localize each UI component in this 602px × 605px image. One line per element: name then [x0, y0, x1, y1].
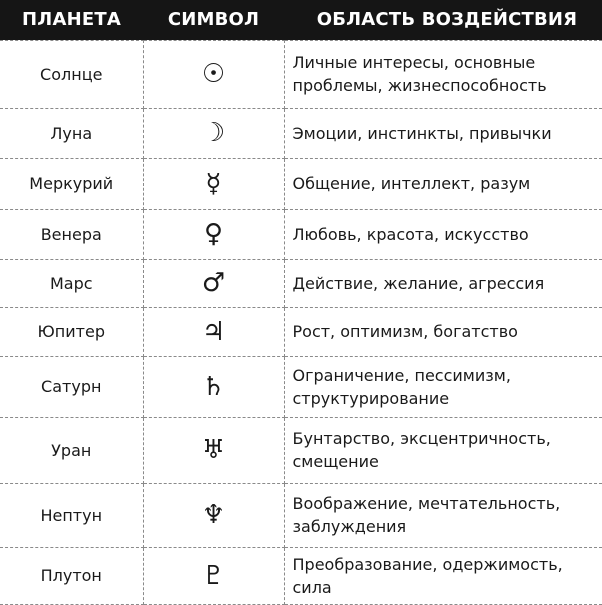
table-row-pluto: [0, 547, 602, 604]
header-symbol: СИМВОЛ: [143, 0, 284, 40]
mars-symbol-icon: ♂: [143, 259, 284, 307]
table-row-neptune: [0, 483, 602, 547]
table-row-mercury: [0, 158, 602, 209]
planet-name: Солнце: [0, 40, 143, 108]
moon-symbol-icon: ☽: [143, 108, 284, 158]
planet-name: Юпитер: [0, 307, 143, 356]
planet-area: Личные интересы, основные проблемы, жизнеспособность: [284, 40, 602, 108]
table-row-uranus: [0, 417, 602, 483]
table-row-venus: [0, 209, 602, 259]
planet-name: Плутон: [0, 547, 143, 604]
planet-area: Рост, оптимизм, богатство: [284, 307, 602, 356]
planet-name: Нептун: [0, 483, 143, 547]
planet-name: Меркурий: [0, 158, 143, 209]
planet-area: Действие, желание, агрессия: [284, 259, 602, 307]
venus-symbol-icon: ♀: [143, 209, 284, 259]
uranus-symbol-icon: ♅: [143, 417, 284, 483]
table-row-moon: [0, 108, 602, 158]
mercury-symbol-icon: ☿: [143, 158, 284, 209]
planet-name: Луна: [0, 108, 143, 158]
neptune-symbol-icon: ♆: [143, 483, 284, 547]
table-body: [0, 40, 602, 604]
planet-area: Бунтарство, эксцентричность, смещение: [284, 417, 602, 483]
planet-area: Эмоции, инстинкты, привычки: [284, 108, 602, 158]
planet-name: Сатурн: [0, 356, 143, 417]
sun-symbol-icon: ☉: [143, 40, 284, 108]
planet-name: Венера: [0, 209, 143, 259]
table-header: [0, 0, 602, 40]
saturn-symbol-icon: ♄: [143, 356, 284, 417]
planet-area: Преобразование, одержимость, сила: [284, 547, 602, 604]
table-row-mars: [0, 259, 602, 307]
table-row-jupiter: [0, 307, 602, 356]
jupiter-symbol-icon: ♃: [143, 307, 284, 356]
planet-area: Общение, интеллект, разум: [284, 158, 602, 209]
planet-name: Марс: [0, 259, 143, 307]
planet-area: Воображение, мечтательность, заблуждения: [284, 483, 602, 547]
planet-area: Любовь, красота, искусство: [284, 209, 602, 259]
pluto-symbol-icon: ♇: [143, 547, 284, 604]
header-row: [0, 0, 602, 40]
header-area: ОБЛАСТЬ ВОЗДЕЙСТВИЯ: [284, 0, 602, 40]
table-row-saturn: [0, 356, 602, 417]
planet-area: Ограничение, пессимизм, структурирование: [284, 356, 602, 417]
planet-name: Уран: [0, 417, 143, 483]
header-planet: ПЛАНЕТА: [0, 0, 143, 40]
table-row-sun: [0, 40, 602, 108]
